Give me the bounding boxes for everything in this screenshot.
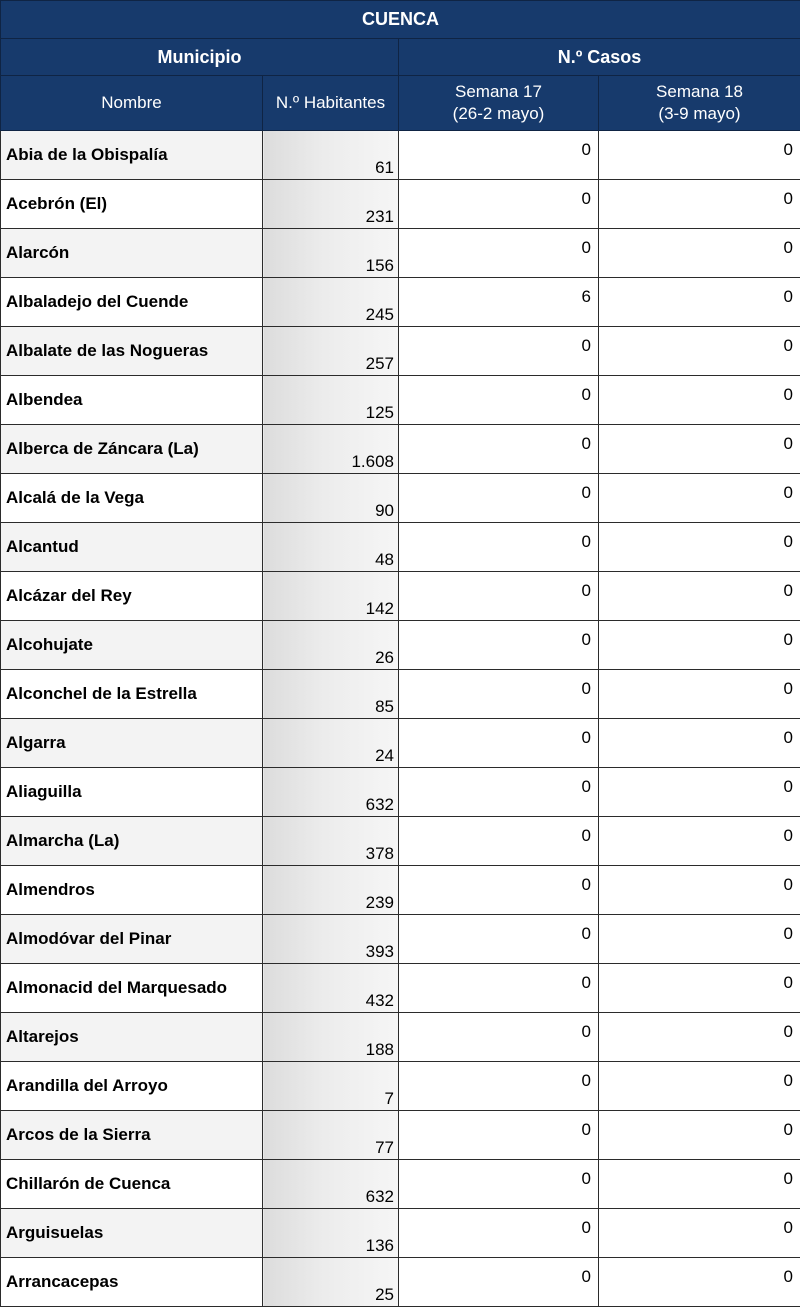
municipality-name-cell: Albaladejo del Cuende xyxy=(1,278,263,327)
week17-cases-cell: 0 xyxy=(399,327,599,376)
week17-cases-cell: 0 xyxy=(399,474,599,523)
population-cell: 26 xyxy=(263,621,399,670)
week17-cases-cell: 0 xyxy=(399,229,599,278)
population-cell: 378 xyxy=(263,817,399,866)
week18-cases-cell: 0 xyxy=(599,572,800,621)
nombre-column-header: Nombre xyxy=(1,76,263,131)
week18-cases-cell: 0 xyxy=(599,817,800,866)
table-row xyxy=(1,523,800,572)
week17-cases-cell: 0 xyxy=(399,425,599,474)
population-cell: 432 xyxy=(263,964,399,1013)
week17-cases-cell: 0 xyxy=(399,376,599,425)
municipality-name-cell: Arguisuelas xyxy=(1,1209,263,1258)
population-cell: 257 xyxy=(263,327,399,376)
week18-cases-cell: 0 xyxy=(599,376,800,425)
municipality-name-cell: Chillarón de Cuenca xyxy=(1,1160,263,1209)
table-row xyxy=(1,670,800,719)
table-row xyxy=(1,1160,800,1209)
week17-cases-cell: 0 xyxy=(399,670,599,719)
population-cell: 245 xyxy=(263,278,399,327)
week17-cases-cell: 6 xyxy=(399,278,599,327)
municipality-name-cell: Arandilla del Arroyo xyxy=(1,1062,263,1111)
week18-cases-cell: 0 xyxy=(599,964,800,1013)
week18-cases-cell: 0 xyxy=(599,425,800,474)
table-row xyxy=(1,719,800,768)
population-cell: 125 xyxy=(263,376,399,425)
table-row xyxy=(1,621,800,670)
week18-cases-cell: 0 xyxy=(599,229,800,278)
municipality-name-cell: Alcázar del Rey xyxy=(1,572,263,621)
table-row xyxy=(1,474,800,523)
population-cell: 85 xyxy=(263,670,399,719)
week17-cases-cell: 0 xyxy=(399,131,599,180)
week18-cases-cell: 0 xyxy=(599,866,800,915)
table-row xyxy=(1,1013,800,1062)
municipality-name-cell: Algarra xyxy=(1,719,263,768)
municipality-name-cell: Albendea xyxy=(1,376,263,425)
municipality-name-cell: Alberca de Záncara (La) xyxy=(1,425,263,474)
table-row xyxy=(1,817,800,866)
table-row xyxy=(1,866,800,915)
week18-cases-cell: 0 xyxy=(599,915,800,964)
population-cell: 7 xyxy=(263,1062,399,1111)
population-cell: 156 xyxy=(263,229,399,278)
week18-title: Semana 18 xyxy=(656,82,743,101)
week18-cases-cell: 0 xyxy=(599,180,800,229)
casos-group-header: N.º Casos xyxy=(399,39,800,76)
week17-cases-cell: 0 xyxy=(399,572,599,621)
table-row xyxy=(1,425,800,474)
table-row xyxy=(1,229,800,278)
population-cell: 24 xyxy=(263,719,399,768)
municipality-name-cell: Alcalá de la Vega xyxy=(1,474,263,523)
week17-cases-cell: 0 xyxy=(399,1209,599,1258)
habitantes-column-header: N.º Habitantes xyxy=(263,76,399,131)
week18-cases-cell: 0 xyxy=(599,327,800,376)
week18-cases-cell: 0 xyxy=(599,523,800,572)
week17-cases-cell: 0 xyxy=(399,719,599,768)
week17-range: (26-2 mayo) xyxy=(453,104,545,123)
week17-cases-cell: 0 xyxy=(399,866,599,915)
week17-cases-cell: 0 xyxy=(399,1160,599,1209)
table-row xyxy=(1,1111,800,1160)
week17-cases-cell: 0 xyxy=(399,523,599,572)
week18-cases-cell: 0 xyxy=(599,131,800,180)
population-cell: 90 xyxy=(263,474,399,523)
week17-cases-cell: 0 xyxy=(399,1013,599,1062)
municipality-name-cell: Almarcha (La) xyxy=(1,817,263,866)
province-title: CUENCA xyxy=(1,1,800,39)
municipality-name-cell: Alcantud xyxy=(1,523,263,572)
population-cell: 142 xyxy=(263,572,399,621)
municipality-name-cell: Alcohujate xyxy=(1,621,263,670)
municipality-name-cell: Albalate de las Nogueras xyxy=(1,327,263,376)
week17-cases-cell: 0 xyxy=(399,1258,599,1307)
week17-cases-cell: 0 xyxy=(399,915,599,964)
municipality-name-cell: Almendros xyxy=(1,866,263,915)
population-cell: 61 xyxy=(263,131,399,180)
week18-cases-cell: 0 xyxy=(599,278,800,327)
municipality-name-cell: Altarejos xyxy=(1,1013,263,1062)
table-row xyxy=(1,572,800,621)
population-cell: 25 xyxy=(263,1258,399,1307)
table-row xyxy=(1,278,800,327)
table-body xyxy=(1,131,800,1307)
municipality-name-cell: Alconchel de la Estrella xyxy=(1,670,263,719)
table-row xyxy=(1,376,800,425)
population-cell: 77 xyxy=(263,1111,399,1160)
municipio-group-header: Municipio xyxy=(1,39,399,76)
population-cell: 632 xyxy=(263,1160,399,1209)
week18-cases-cell: 0 xyxy=(599,621,800,670)
table-row xyxy=(1,1209,800,1258)
population-cell: 632 xyxy=(263,768,399,817)
table-row xyxy=(1,915,800,964)
municipality-name-cell: Arrancacepas xyxy=(1,1258,263,1307)
week18-cases-cell: 0 xyxy=(599,670,800,719)
population-cell: 393 xyxy=(263,915,399,964)
population-cell: 48 xyxy=(263,523,399,572)
municipality-name-cell: Arcos de la Sierra xyxy=(1,1111,263,1160)
municipality-name-cell: Aliaguilla xyxy=(1,768,263,817)
table-row xyxy=(1,180,800,229)
week18-cases-cell: 0 xyxy=(599,768,800,817)
week17-cases-cell: 0 xyxy=(399,817,599,866)
population-cell: 231 xyxy=(263,180,399,229)
table-row xyxy=(1,327,800,376)
week17-cases-cell: 0 xyxy=(399,964,599,1013)
week17-column-header xyxy=(399,76,599,131)
population-cell: 1.608 xyxy=(263,425,399,474)
population-cell: 136 xyxy=(263,1209,399,1258)
week18-cases-cell: 0 xyxy=(599,1111,800,1160)
week18-column-header xyxy=(599,76,800,131)
municipality-name-cell: Almodóvar del Pinar xyxy=(1,915,263,964)
table-row xyxy=(1,131,800,180)
population-cell: 239 xyxy=(263,866,399,915)
municipality-name-cell: Alarcón xyxy=(1,229,263,278)
week17-cases-cell: 0 xyxy=(399,1062,599,1111)
table-row xyxy=(1,964,800,1013)
week18-cases-cell: 0 xyxy=(599,1209,800,1258)
week18-cases-cell: 0 xyxy=(599,1160,800,1209)
table-header xyxy=(1,1,800,131)
table-row xyxy=(1,1062,800,1111)
week18-cases-cell: 0 xyxy=(599,1062,800,1111)
week18-cases-cell: 0 xyxy=(599,1013,800,1062)
week17-title: Semana 17 xyxy=(455,82,542,101)
week18-cases-cell: 0 xyxy=(599,1258,800,1307)
population-cell: 188 xyxy=(263,1013,399,1062)
week17-cases-cell: 0 xyxy=(399,180,599,229)
municipality-name-cell: Abia de la Obispalía xyxy=(1,131,263,180)
week17-cases-cell: 0 xyxy=(399,768,599,817)
municipality-name-cell: Acebrón (El) xyxy=(1,180,263,229)
week18-range: (3-9 mayo) xyxy=(658,104,740,123)
table-row xyxy=(1,768,800,817)
week17-cases-cell: 0 xyxy=(399,1111,599,1160)
week18-cases-cell: 0 xyxy=(599,719,800,768)
table-row xyxy=(1,1258,800,1307)
week17-cases-cell: 0 xyxy=(399,621,599,670)
municipality-name-cell: Almonacid del Marquesado xyxy=(1,964,263,1013)
week18-cases-cell: 0 xyxy=(599,474,800,523)
